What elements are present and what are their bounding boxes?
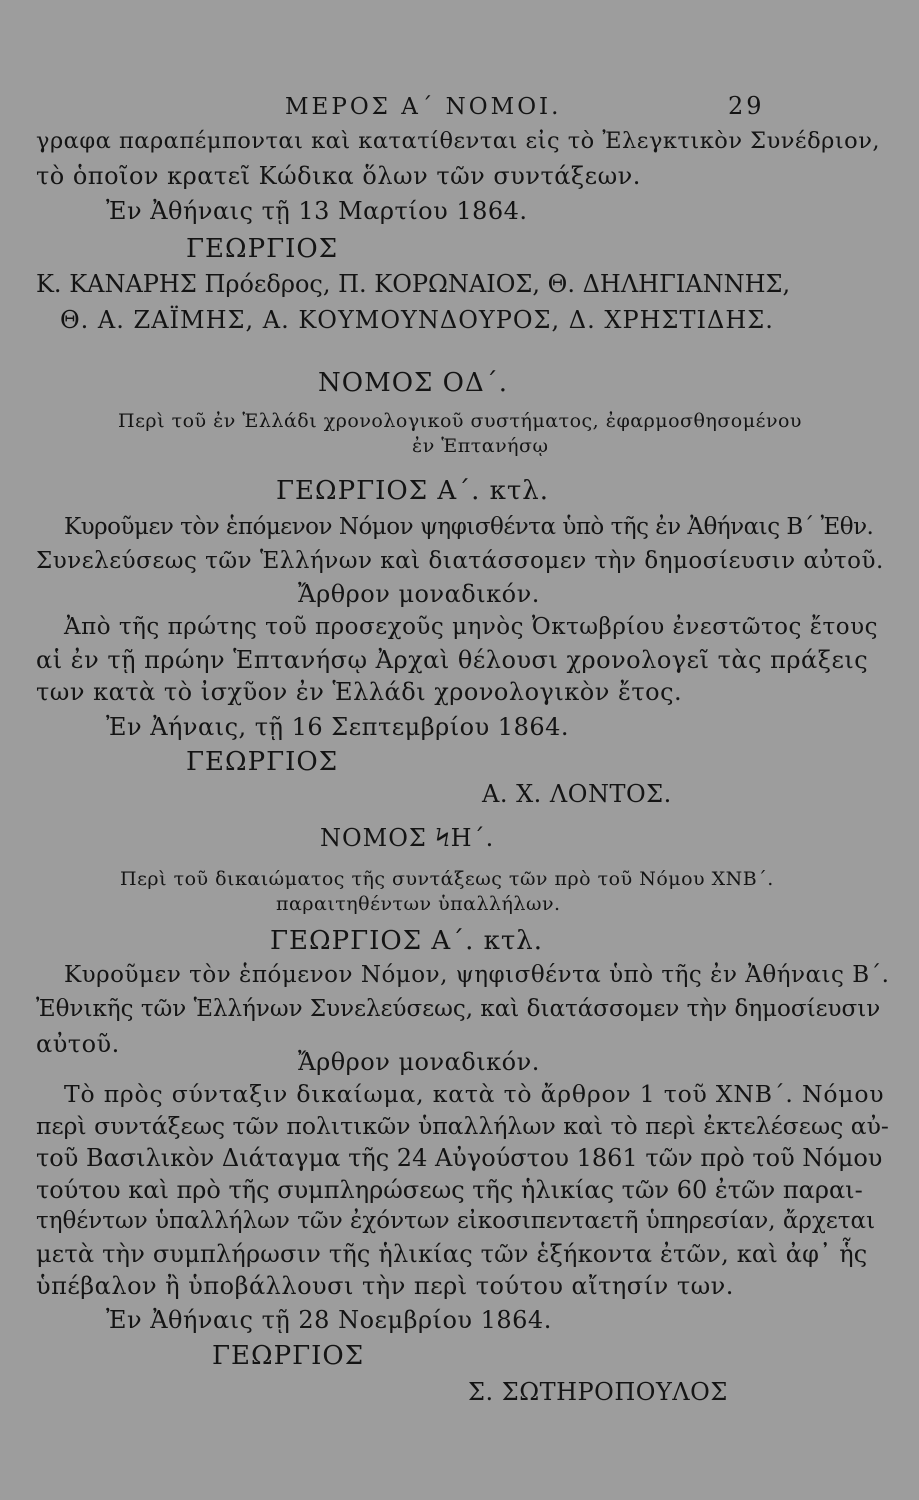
- preamble-line: αὐτοῦ.: [36, 1030, 120, 1058]
- minister-signature: Σ. ΣΩΤΗΡΟΠΟΥΛΟΣ: [468, 1378, 728, 1406]
- king-signature: ΓΕΩΡΓΙΟΣ: [186, 747, 339, 777]
- ministers-line: Θ. Α. ΖΑΪΜΗΣ, Α. ΚΟΥΜΟΥΝΔΟΥΡΟΣ, Δ. ΧΡΗΣΤΙΔΗΣ.: [60, 306, 774, 334]
- law-subtitle: ἐν Ἑπτανήσῳ: [412, 435, 549, 457]
- preamble-line: Συνελεύσεως τῶν Ἑλλήνων καὶ διατάσσομεν τὴν δημοσίευσιν αὐτοῦ.: [36, 548, 884, 574]
- text-line: τὸ ὁποῖον κρατεῖ Κώδικα ὅλων τῶν συντάξεων.: [36, 162, 641, 190]
- article-text-line: τοῦ Βασιλικὸν Διάταγμα τῆς 24 Αὐγούστου 1861 τῶν πρὸ τοῦ Νόμου: [36, 1144, 883, 1172]
- running-title: ΜΕΡΟΣ Α΄ ΝΟΜΟΙ.: [285, 94, 562, 120]
- article-text-line: Τὸ πρὸς σύνταξιν δικαίωμα, κατὰ τὸ ἄρθρον 1 τοῦ ΧΝΒ΄. Νόμου: [64, 1080, 885, 1108]
- law-subtitle: Περὶ τοῦ δικαιώματος τῆς συντάξεως τῶν πρὸ τοῦ Νόμου ΧΝΒ΄.: [120, 868, 774, 890]
- minister-signature: Α. Χ. ΛΟΝΤΟΣ.: [482, 780, 672, 808]
- date-line: Ἐν Ἀθήναις τῇ 28 Νοεμβρίου 1864.: [106, 1306, 552, 1334]
- date-line: Ἐν Ἀήναις, τῇ 16 Σεπτεμβρίου 1864.: [106, 713, 570, 741]
- article-heading: Ἄρθρον μοναδικόν.: [298, 580, 540, 608]
- page-number: 29: [728, 92, 765, 120]
- king-signature: ΓΕΩΡΓΙΟΣ: [212, 1341, 365, 1371]
- article-heading: Ἄρθρον μοναδικόν.: [298, 1048, 540, 1076]
- text-line: γραφα παραπέμπονται καὶ κατατίθενται εἰς τὸ Ἐλεγκτικὸν Συνέδριον,: [36, 128, 881, 154]
- law-subtitle: Περὶ τοῦ ἐν Ἑλλάδι χρονολογικοῦ συστήματος, ἐφαρμοσθησομένου: [118, 410, 802, 432]
- king-signature: ΓΕΩΡΓΙΟΣ: [186, 234, 339, 264]
- king-heading: ΓΕΩΡΓΙΟΣ Α΄. κτλ.: [276, 476, 550, 506]
- date-line: Ἐν Ἀθήναις τῇ 13 Μαρτίου 1864.: [106, 197, 528, 225]
- article-text-line: τούτου καὶ πρὸ τῆς συμπληρώσεως τῆς ἡλικίας τῶν 60 ἐτῶν παραι-: [36, 1176, 863, 1204]
- law-title: ΝΟΜΟΣ ΟΔ΄.: [318, 368, 509, 398]
- king-heading: ΓΕΩΡΓΙΟΣ Α΄. κτλ.: [270, 926, 544, 956]
- article-text-line: αἱ ἐν τῇ πρώην Ἑπτανήσῳ Ἀρχαὶ θέλουσι χρονολογεῖ τὰς πράξεις: [36, 646, 869, 674]
- article-text-line: περὶ συντάξεως τῶν πολιτικῶν ὑπαλλήλων καὶ τὸ περὶ ἐκτελέσεως αὐ-: [36, 1112, 889, 1140]
- article-text-line: ὑπέβαλον ἢ ὑποβάλλουσι τὴν περὶ τούτου αἴτησίν των.: [36, 1272, 734, 1300]
- law-subtitle: παραιτηθέντων ὑπαλλήλων.: [276, 893, 561, 915]
- ministers-line: Κ. ΚΑΝΑΡΗΣ Πρόεδρος, Π. ΚΟΡΩΝΑΙΟΣ, Θ. ΔΗΛΗΓΙΑΝΝΗΣ,: [36, 270, 791, 298]
- article-text-line: μετὰ τὴν συμπλήρωσιν τῆς ἡλικίας τῶν ἑξήκοντα ἐτῶν, καὶ ἀφ᾽ ἧς: [36, 1240, 868, 1268]
- article-text-line: τηθέντων ὑπαλλήλων τῶν ἐχόντων εἰκοσιπενταετῆ ὑπηρεσίαν, ἄρχεται: [36, 1208, 876, 1234]
- preamble-line: Ἐθνικῆς τῶν Ἑλλήνων Συνελεύσεως, καὶ διατάσσομεν τὴν δημοσίευσιν: [36, 996, 881, 1022]
- article-text-line: Ἀπὸ τῆς πρώτης τοῦ προσεχοῦς μηνὸς Ὀκτωβρίου ἐνεστῶτος ἔτους: [64, 614, 878, 640]
- article-text-line: των κατὰ τὸ ἰσχῦον ἐν Ἑλλάδι χρονολογικὸν ἔτος.: [36, 678, 683, 706]
- law-title: ΝΟΜΟΣ ϞΗ΄.: [320, 824, 495, 852]
- preamble-line: Κυροῦμεν τὸν ἑπόμενον Νόμον, ψηφισθέντα ὑπὸ τῆς ἐν Ἀθήναις Β΄.: [64, 962, 890, 988]
- preamble-line: Κυροῦμεν τὸν ἑπόμενον Νόμον ψηφισθέντα ὑπὸ τῆς ἐν Ἀθήναις Β΄ Ἐθν.: [64, 514, 874, 540]
